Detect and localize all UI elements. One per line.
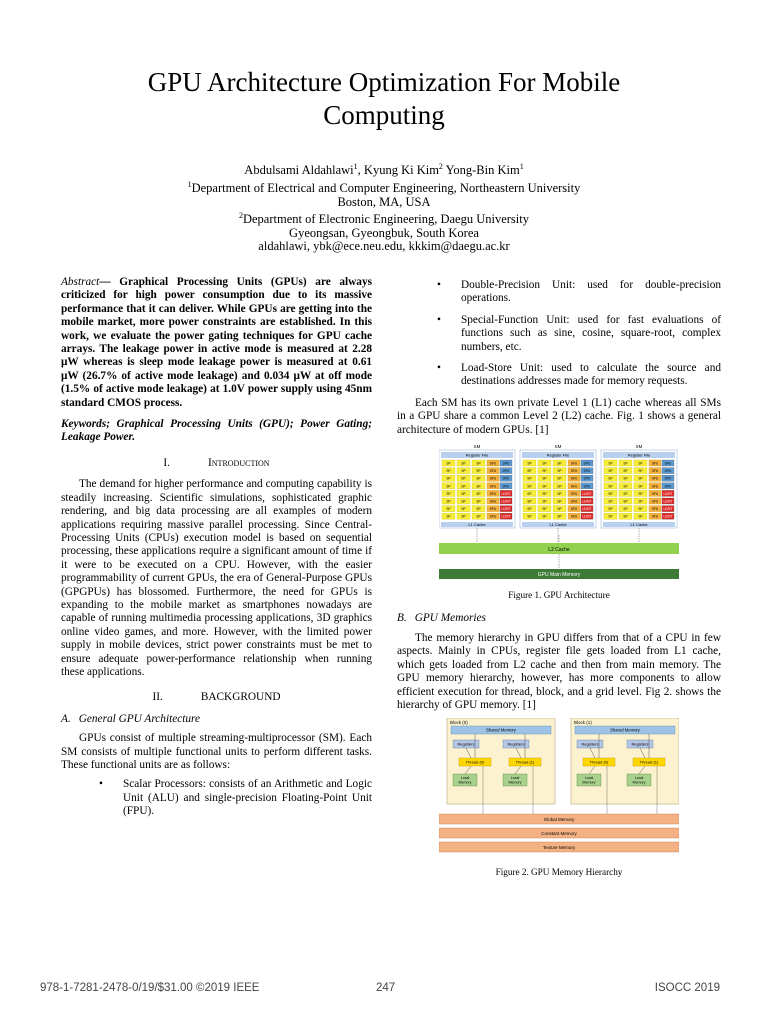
sfu-label: SFU <box>489 476 497 481</box>
paper-title <box>60 66 708 132</box>
section-introduction-heading: I. Introduction <box>163 456 270 469</box>
sp-label: SP <box>557 499 562 504</box>
dpu-label: DPU <box>664 461 672 466</box>
thread-label: Thread (0) <box>589 759 609 765</box>
sfu-label: SFU <box>570 491 578 496</box>
sp-label: SP <box>446 514 451 519</box>
affiliation-1-location: Boston, MA, USA <box>337 194 431 209</box>
bullet-list-right <box>397 279 721 389</box>
list-item: • Load-Store Unit: used to calculate the source and destinations addresses made for memory requests. <box>437 362 721 388</box>
local-memory-label: Local <box>460 776 470 781</box>
footer-page-number: 247 <box>376 982 396 994</box>
author-block <box>100 160 668 254</box>
sfu-label: SFU <box>489 469 497 474</box>
local-memory-label-2: Memory <box>632 780 646 785</box>
sm-label: SM <box>554 444 562 450</box>
ldst-label: LD/ST <box>663 514 673 519</box>
sfu-label: SFU <box>489 514 497 519</box>
global-memory-label: Global Memory <box>543 817 575 823</box>
sp-label: SP <box>476 514 481 519</box>
sp-label: SP <box>542 484 547 489</box>
sfu-label: SFU <box>570 461 578 466</box>
sfu-label: SFU <box>489 507 497 512</box>
sp-label: SP <box>608 514 613 519</box>
sfu-label: SFU <box>651 461 659 466</box>
sfu-label: SFU <box>570 507 578 512</box>
sp-label: SP <box>623 507 628 512</box>
ldst-label: LD/ST <box>663 499 673 504</box>
section-background-heading: II. BACKGROUND <box>152 691 281 704</box>
figure-2-caption: Figure 2. GPU Memory Hierarchy <box>495 867 623 878</box>
footer-conference: ISOCC 2019 <box>654 982 720 994</box>
sp-label: SP <box>476 499 481 504</box>
bullet-icon: • <box>437 362 441 375</box>
list-item: • Scalar Processors: consists of an Arithmetic and Logic Unit (ALU) and single-precision Floating-Point Unit (FPU). <box>99 778 372 818</box>
sp-label: SP <box>476 484 481 489</box>
sp-label: SP <box>623 469 628 474</box>
sp-label: SP <box>557 469 562 474</box>
list-item: • Double-Precision Unit: used for double-precision operations. <box>437 279 721 305</box>
sp-label: SP <box>446 461 451 466</box>
thread-label: Thread (0) <box>465 759 485 765</box>
sp-label: SP <box>527 491 532 496</box>
sp-label: SP <box>446 476 451 481</box>
subsection-a-heading: A. General GPU Architecture <box>61 712 201 725</box>
sp-label: SP <box>638 461 643 466</box>
sfu-label: SFU <box>651 484 659 489</box>
sp-label: SP <box>542 491 547 496</box>
registers-label: Registers <box>507 741 525 747</box>
bullet-icon: • <box>437 279 441 291</box>
sfu-label: SFU <box>489 491 497 496</box>
gpu-memory-hierarchy-diagram <box>439 718 679 858</box>
sp-label: SP <box>461 514 466 519</box>
dpu-label: DPU <box>664 476 672 481</box>
sp-label: SP <box>476 461 481 466</box>
gpu-architecture-diagram <box>439 443 679 583</box>
sp-label: SP <box>527 469 532 474</box>
sp-label: SP <box>638 514 643 519</box>
register-file-label: Register File <box>627 452 651 458</box>
sp-label: SP <box>638 469 643 474</box>
sp-label: SP <box>527 476 532 481</box>
dpu-label: DPU <box>664 469 672 474</box>
dpu-label: DPU <box>502 476 510 481</box>
thread-label: Thread (1) <box>639 759 659 765</box>
ldst-label: LD/ST <box>582 499 592 504</box>
ldst-label: LD/ST <box>501 507 511 512</box>
sp-label: SP <box>542 476 547 481</box>
sp-label: SP <box>638 507 643 512</box>
sp-label: SP <box>446 469 451 474</box>
sp-label: SP <box>476 491 481 496</box>
sp-label: SP <box>461 491 466 496</box>
ldst-label: LD/ST <box>501 514 511 519</box>
gpu-main-memory-label: GPU Main Memory <box>537 572 581 579</box>
l2-cache-label: L2 Cache <box>548 547 570 554</box>
dpu-label: DPU <box>583 469 591 474</box>
ldst-label: LD/ST <box>663 507 673 512</box>
abstract: Abstract— Graphical Processing Units (GPUs) are always criticized for high power consumption due to its massive performance that it can deliver. While GPUs are getting into the mobile market, more power constraints are established. In this work, we evaluate the power gating techniques for GPU cache arrays. The leakage power in active mode is measured at 2.28 μW whereas is sleep mode leakage power is measured at 0.61 μW (26.7% of active mode leakage) and 0.034 μW at off mode (1.5% of active mode leakage) at 1.0V power supply using 45nm standard CMOS process. <box>61 276 372 409</box>
sp-label: SP <box>638 499 643 504</box>
right-column <box>397 276 721 880</box>
texture-memory-label: Texture Memory <box>542 845 576 851</box>
subsection-a-paragraph: GPUs consist of multiple streaming-multiprocessor (SM). Each SM consists of multiple functional units to perform different tasks. These functional units are as follows: <box>61 732 372 771</box>
sfu-label: SFU <box>651 476 659 481</box>
sp-label: SP <box>446 499 451 504</box>
local-memory-label-2: Memory <box>582 780 596 785</box>
dpu-label: DPU <box>502 469 510 474</box>
l1-cache-label: L1 Cache <box>549 522 567 528</box>
dpu-label: DPU <box>583 484 591 489</box>
ldst-label: LD/ST <box>582 491 592 496</box>
sp-label: SP <box>446 507 451 512</box>
sfu-label: SFU <box>651 491 659 496</box>
author-emails: aldahlawi, ybk@ece.neu.edu, kkkim@daegu.ac.kr <box>258 239 510 254</box>
figure-1 <box>439 443 679 602</box>
list-item: • Special-Function Unit: used for fast evaluations of functions such as sine, cosine, square-root, complex numbers, etc. <box>437 313 721 353</box>
sp-label: SP <box>461 507 466 512</box>
abstract-label: Abstract <box>61 276 100 288</box>
sp-label: SP <box>542 499 547 504</box>
local-memory-label-2: Memory <box>458 780 472 785</box>
local-memory-label-2: Memory <box>508 780 522 785</box>
sp-label: SP <box>461 469 466 474</box>
sp-label: SP <box>542 461 547 466</box>
sp-label: SP <box>527 461 532 466</box>
constant-memory-label: Constant Memory <box>541 831 577 837</box>
sfu-label: SFU <box>570 484 578 489</box>
dpu-label: DPU <box>502 461 510 466</box>
sp-label: SP <box>461 461 466 466</box>
sp-label: SP <box>623 491 628 496</box>
figure-1-caption: Figure 1. GPU Architecture <box>508 590 610 601</box>
sp-label: SP <box>638 484 643 489</box>
sfu-label: SFU <box>570 514 578 519</box>
sp-label: SP <box>623 514 628 519</box>
registers-label: Registers <box>457 741 475 747</box>
footer-copyright: 978-1-7281-2478-0/19/$31.00 ©2019 IEEE <box>40 982 260 994</box>
ldst-label: LD/ST <box>663 491 673 496</box>
sp-label: SP <box>623 499 628 504</box>
sfu-label: SFU <box>570 469 578 474</box>
ldst-label: LD/ST <box>501 491 511 496</box>
sp-label: SP <box>527 484 532 489</box>
affiliation-2: $^2$Department of Electronic Engineering, Daegu University <box>238 211 529 227</box>
sp-label: SP <box>542 507 547 512</box>
sp-label: SP <box>623 461 628 466</box>
local-memory-label: Local <box>510 776 520 781</box>
sp-label: SP <box>461 476 466 481</box>
sp-label: SP <box>527 507 532 512</box>
title-line-1: GPU Architecture Optimization For Mobile <box>147 67 621 97</box>
thread-label: Thread (1) <box>515 759 535 765</box>
sp-label: SP <box>557 476 562 481</box>
sp-label: SP <box>557 461 562 466</box>
sp-label: SP <box>557 514 562 519</box>
sm-label: SM <box>473 444 481 450</box>
sp-label: SP <box>608 499 613 504</box>
sp-label: SP <box>542 514 547 519</box>
sp-label: SP <box>461 499 466 504</box>
sfu-label: SFU <box>489 461 497 466</box>
affiliation-1: $^1$Department of Electrical and Computer Engineering, Northeastern University <box>187 179 581 195</box>
sfu-label: SFU <box>651 469 659 474</box>
sp-label: SP <box>608 461 613 466</box>
l1-cache-label: L1 Cache <box>630 522 648 528</box>
sp-label: SP <box>608 469 613 474</box>
sp-label: SP <box>638 491 643 496</box>
sp-label: SP <box>623 484 628 489</box>
ldst-label: LD/ST <box>582 507 592 512</box>
sfu-label: SFU <box>489 499 497 504</box>
sp-label: SP <box>542 469 547 474</box>
title-line-2: Computing <box>323 100 445 130</box>
dpu-label: DPU <box>583 461 591 466</box>
sp-label: SP <box>476 507 481 512</box>
shared-memory-label: Shared Memory <box>610 727 640 733</box>
dpu-label: DPU <box>664 484 672 489</box>
sp-label: SP <box>446 491 451 496</box>
introduction-paragraph: The demand for higher performance and computing capability is steadily increasing. Scientific simulations, sophisticated graphic rendering, and big data processing are all examples of modern applications requiring massive parallel processing. Since Central-Processing Units (CPUs) execution model is based on sequential processing, these applications require a significant amount of time if it were to be executed on a CPU. However, with the easier programmability of current GPUs, the era of General-Purpose GPUs (GPGPUs) has blossomed. Furthermore, the need for GPUs is expanding to the mobile market as smartphones nowadays are capable of running multimedia processing applications, 3D graphics online video games, and more. However, with the limited power supply in mobile devices, strict power constraints must be met to ensure adequate power-performance relationship when running these applications. <box>61 478 372 678</box>
local-memory-label: Local <box>634 776 644 781</box>
block-label: Block (0) <box>450 720 468 726</box>
register-file-label: Register File <box>465 452 489 458</box>
shared-memory-label: Shared Memory <box>486 727 516 733</box>
sp-label: SP <box>446 484 451 489</box>
sp-label: SP <box>608 491 613 496</box>
sm-label: SM <box>635 444 643 450</box>
sp-label: SP <box>461 484 466 489</box>
dpu-label: DPU <box>583 476 591 481</box>
sfu-label: SFU <box>489 484 497 489</box>
ldst-label: LD/ST <box>582 514 592 519</box>
author-names: Abdulsami Aldahlawi$^1$, Kyung Ki Kim$^2$ Yong-Bin Kim$^1$ <box>244 162 524 178</box>
sp-label: SP <box>527 514 532 519</box>
sp-label: SP <box>638 476 643 481</box>
l1-cache-label: L1 Cache <box>468 522 486 528</box>
sp-label: SP <box>608 507 613 512</box>
sfu-label: SFU <box>651 514 659 519</box>
subsection-b-heading: B. GPU Memories <box>397 612 486 625</box>
sfu-label: SFU <box>651 507 659 512</box>
local-memory-label: Local <box>584 776 594 781</box>
sm-cache-paragraph: Each SM has its own private Level 1 (L1) cache whereas all SMs in a GPU share a common Level 2 (L2) cache. Fig. 1 shows a general architecture of modern GPUs. [1] <box>397 396 721 436</box>
register-file-label: Register File <box>546 452 570 458</box>
bullet-icon: • <box>99 778 103 791</box>
registers-label: Registers <box>581 741 599 747</box>
sp-label: SP <box>557 484 562 489</box>
sp-label: SP <box>623 476 628 481</box>
sfu-label: SFU <box>570 476 578 481</box>
sp-label: SP <box>557 507 562 512</box>
affiliation-2-location: Gyeongsan, Gyeongbuk, South Korea <box>289 225 479 240</box>
sp-label: SP <box>608 476 613 481</box>
sp-label: SP <box>527 499 532 504</box>
subsection-b-paragraph: The memory hierarchy in GPU differs from that of a CPU in few aspects. Mainly in CPUs, register file gets loaded from L1 cache, which gets loaded from L2 cache and then from main memory. The GPU memory hierarchy, however, has more components to allow efficient execution for thread, block, and a grid level. Fig 2. shows the hierarchy of GPU memory. [1] <box>397 631 721 711</box>
ldst-label: LD/ST <box>501 499 511 504</box>
figure-2 <box>439 718 679 879</box>
sfu-label: SFU <box>570 499 578 504</box>
bullet-icon: • <box>437 313 441 326</box>
block-label: Block (1) <box>574 720 592 726</box>
dpu-label: DPU <box>502 484 510 489</box>
registers-label: Registers <box>631 741 649 747</box>
bullet-list-left <box>61 778 372 818</box>
keywords: Keywords; Graphical Processing Units (GPU); Power Gating; Leakage Power. <box>61 418 372 444</box>
sp-label: SP <box>608 484 613 489</box>
sp-label: SP <box>476 469 481 474</box>
left-column <box>61 276 372 825</box>
sp-label: SP <box>476 476 481 481</box>
sp-label: SP <box>557 491 562 496</box>
sfu-label: SFU <box>651 499 659 504</box>
